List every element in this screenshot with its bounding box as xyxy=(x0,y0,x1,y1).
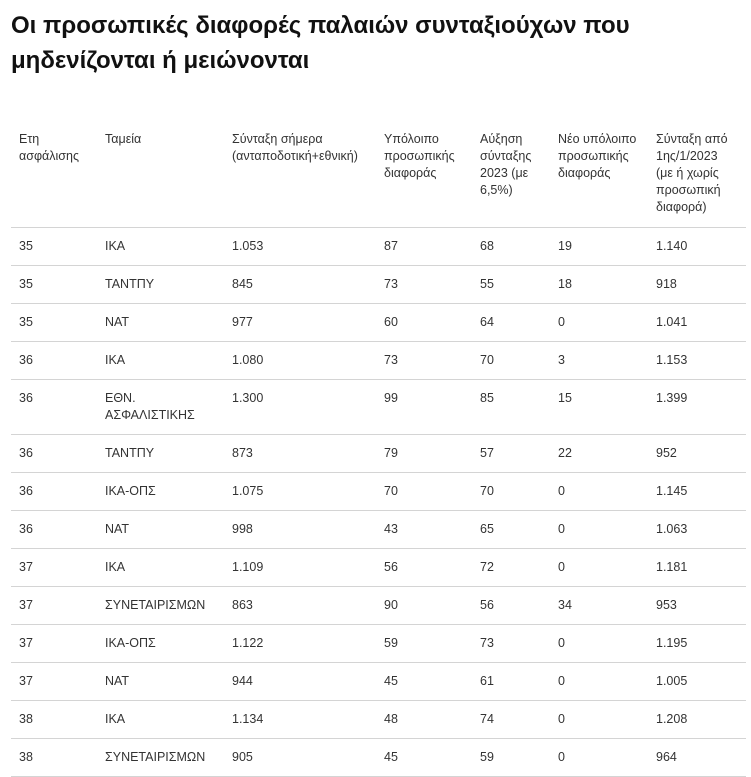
cell-increase-2023: 74 xyxy=(472,701,550,739)
cell-insurance-years: 37 xyxy=(11,663,97,701)
header-insurance-years: Ετη ασφάλισης xyxy=(11,122,97,228)
cell-new-remaining-difference: 0 xyxy=(550,625,648,663)
cell-current-pension: 863 xyxy=(224,587,376,625)
cell-insurance-years: 37 xyxy=(11,587,97,625)
cell-insurance-years: 38 xyxy=(11,739,97,777)
header-new-remaining-difference: Νέο υπόλοιπο προσωπικής διαφοράς xyxy=(550,122,648,228)
cell-pension-from-2023: 952 xyxy=(648,435,746,473)
cell-remaining-difference: 73 xyxy=(376,342,472,380)
table-row xyxy=(11,701,746,739)
cell-fund: ΤΑΝΤΠΥ xyxy=(97,266,224,304)
header-remaining-personal-difference: Υπόλοιπο προσωπικής διαφοράς xyxy=(376,122,472,228)
cell-pension-from-2023: 1.399 xyxy=(648,380,746,435)
cell-fund: ΙΚΑ xyxy=(97,342,224,380)
cell-pension-from-2023: 1.140 xyxy=(648,228,746,266)
cell-new-remaining-difference: 0 xyxy=(550,304,648,342)
cell-pension-from-2023: 1.208 xyxy=(648,701,746,739)
cell-remaining-difference: 99 xyxy=(376,380,472,435)
cell-new-remaining-difference: 0 xyxy=(550,511,648,549)
table-row xyxy=(11,511,746,549)
table-row xyxy=(11,663,746,701)
header-funds: Ταμεία xyxy=(97,122,224,228)
cell-pension-from-2023: 964 xyxy=(648,739,746,777)
cell-remaining-difference: 45 xyxy=(376,739,472,777)
cell-remaining-difference: 90 xyxy=(376,587,472,625)
cell-increase-2023: 68 xyxy=(472,228,550,266)
cell-current-pension: 1.080 xyxy=(224,342,376,380)
cell-insurance-years: 38 xyxy=(11,701,97,739)
table-row xyxy=(11,266,746,304)
table-row xyxy=(11,587,746,625)
cell-new-remaining-difference: 34 xyxy=(550,587,648,625)
cell-new-remaining-difference: 19 xyxy=(550,228,648,266)
cell-pension-from-2023: 1.153 xyxy=(648,342,746,380)
cell-insurance-years: 36 xyxy=(11,342,97,380)
cell-fund: ΙΚΑ-ΟΠΣ xyxy=(97,473,224,511)
cell-pension-from-2023: 918 xyxy=(648,266,746,304)
cell-increase-2023: 61 xyxy=(472,663,550,701)
cell-remaining-difference: 56 xyxy=(376,549,472,587)
cell-new-remaining-difference: 0 xyxy=(550,473,648,511)
cell-new-remaining-difference: 0 xyxy=(550,663,648,701)
table-row xyxy=(11,304,746,342)
cell-increase-2023: 85 xyxy=(472,380,550,435)
cell-insurance-years: 36 xyxy=(11,380,97,435)
cell-current-pension: 1.300 xyxy=(224,380,376,435)
cell-current-pension: 1.075 xyxy=(224,473,376,511)
header-current-pension: Σύνταξη σήμερα (ανταποδοτική+εθνική) xyxy=(224,122,376,228)
cell-current-pension: 1.053 xyxy=(224,228,376,266)
cell-increase-2023: 55 xyxy=(472,266,550,304)
page-title: Οι προσωπικές διαφορές παλαιών συνταξιούχων που μηδενίζονται ή μειώνονται xyxy=(11,12,630,74)
cell-pension-from-2023: 953 xyxy=(648,587,746,625)
table-row xyxy=(11,473,746,511)
cell-remaining-difference: 43 xyxy=(376,511,472,549)
cell-increase-2023: 59 xyxy=(472,739,550,777)
cell-current-pension: 1.109 xyxy=(224,549,376,587)
cell-insurance-years: 36 xyxy=(11,511,97,549)
cell-fund: ΤΑΝΤΠΥ xyxy=(97,435,224,473)
cell-remaining-difference: 59 xyxy=(376,625,472,663)
cell-pension-from-2023: 1.063 xyxy=(648,511,746,549)
cell-insurance-years: 35 xyxy=(11,266,97,304)
cell-insurance-years: 36 xyxy=(11,435,97,473)
cell-insurance-years: 37 xyxy=(11,625,97,663)
cell-current-pension: 845 xyxy=(224,266,376,304)
cell-new-remaining-difference: 0 xyxy=(550,701,648,739)
cell-current-pension: 905 xyxy=(224,739,376,777)
cell-remaining-difference: 79 xyxy=(376,435,472,473)
cell-current-pension: 944 xyxy=(224,663,376,701)
cell-new-remaining-difference: 18 xyxy=(550,266,648,304)
table-row xyxy=(11,380,746,435)
cell-fund: ΝΑΤ xyxy=(97,663,224,701)
cell-remaining-difference: 48 xyxy=(376,701,472,739)
cell-current-pension: 998 xyxy=(224,511,376,549)
cell-pension-from-2023: 1.195 xyxy=(648,625,746,663)
header-pension-from-2023: Σύνταξη από 1ης/1/2023 (με ή χωρίς προσωπική διαφορά) xyxy=(648,122,746,228)
cell-increase-2023: 70 xyxy=(472,473,550,511)
cell-pension-from-2023: 1.005 xyxy=(648,663,746,701)
cell-fund: ΙΚΑ-ΟΠΣ xyxy=(97,625,224,663)
table-row xyxy=(11,228,746,266)
cell-increase-2023: 72 xyxy=(472,549,550,587)
cell-remaining-difference: 87 xyxy=(376,228,472,266)
table-row xyxy=(11,625,746,663)
table-row xyxy=(11,549,746,587)
cell-increase-2023: 56 xyxy=(472,587,550,625)
cell-insurance-years: 37 xyxy=(11,549,97,587)
cell-new-remaining-difference: 22 xyxy=(550,435,648,473)
table-row xyxy=(11,435,746,473)
cell-remaining-difference: 45 xyxy=(376,663,472,701)
cell-fund: ΙΚΑ xyxy=(97,701,224,739)
cell-fund: ΝΑΤ xyxy=(97,511,224,549)
header-pension-increase-2023: Αύξηση σύνταξης 2023 (με 6,5%) xyxy=(472,122,550,228)
cell-current-pension: 1.134 xyxy=(224,701,376,739)
cell-remaining-difference: 73 xyxy=(376,266,472,304)
cell-remaining-difference: 70 xyxy=(376,473,472,511)
cell-increase-2023: 70 xyxy=(472,342,550,380)
cell-pension-from-2023: 1.181 xyxy=(648,549,746,587)
cell-increase-2023: 57 xyxy=(472,435,550,473)
cell-fund: ΝΑΤ xyxy=(97,304,224,342)
cell-current-pension: 1.122 xyxy=(224,625,376,663)
cell-increase-2023: 65 xyxy=(472,511,550,549)
cell-pension-from-2023: 1.041 xyxy=(648,304,746,342)
cell-increase-2023: 64 xyxy=(472,304,550,342)
cell-fund: ΙΚΑ xyxy=(97,549,224,587)
cell-insurance-years: 35 xyxy=(11,228,97,266)
cell-fund: ΣΥΝΕΤΑΙΡΙΣΜΩΝ xyxy=(97,739,224,777)
cell-insurance-years: 35 xyxy=(11,304,97,342)
cell-current-pension: 873 xyxy=(224,435,376,473)
cell-insurance-years: 36 xyxy=(11,473,97,511)
cell-fund: ΣΥΝΕΤΑΙΡΙΣΜΩΝ xyxy=(97,587,224,625)
table-row xyxy=(11,342,746,380)
cell-new-remaining-difference: 15 xyxy=(550,380,648,435)
cell-fund: ΕΘΝ. ΑΣΦΑΛΙΣΤΙΚΗΣ xyxy=(97,380,224,435)
table-header-row xyxy=(11,122,746,228)
cell-new-remaining-difference: 3 xyxy=(550,342,648,380)
cell-new-remaining-difference: 0 xyxy=(550,549,648,587)
cell-current-pension: 977 xyxy=(224,304,376,342)
cell-new-remaining-difference: 0 xyxy=(550,739,648,777)
cell-remaining-difference: 60 xyxy=(376,304,472,342)
cell-increase-2023: 73 xyxy=(472,625,550,663)
cell-fund: ΙΚΑ xyxy=(97,228,224,266)
pension-table xyxy=(11,122,746,777)
cell-pension-from-2023: 1.145 xyxy=(648,473,746,511)
